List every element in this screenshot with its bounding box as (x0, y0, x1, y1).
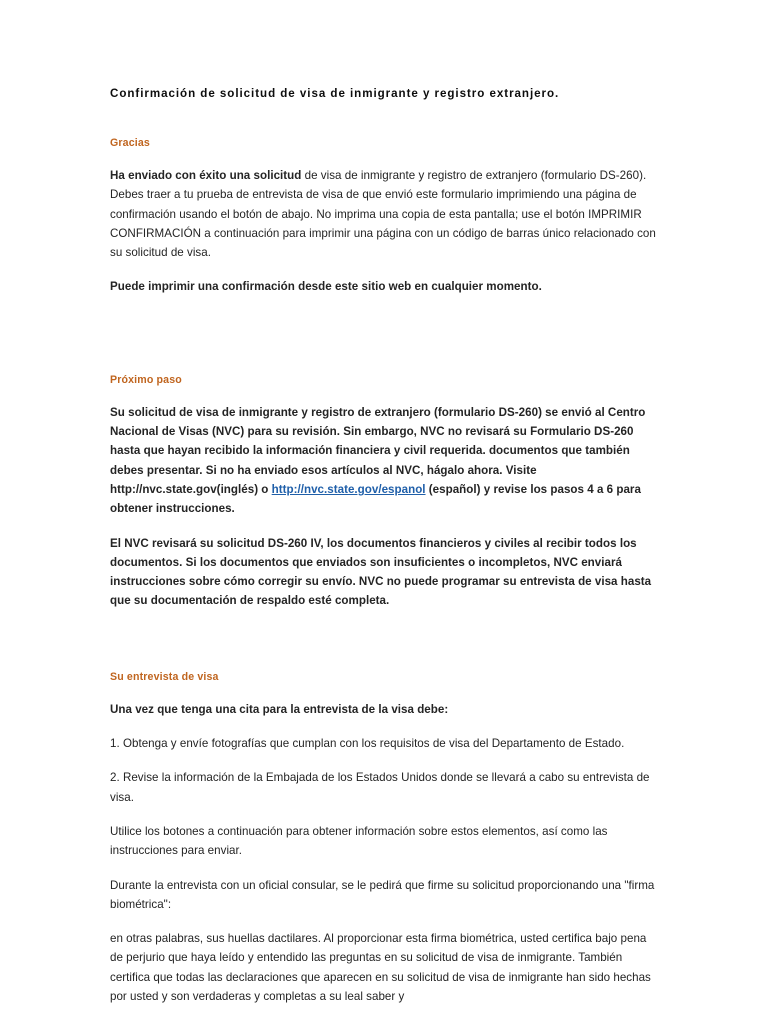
entrevista-paragraph-2: Durante la entrevista con un oficial consular, se le pedirá que firme su solicitud proporcionando una "firma biométrica": (110, 878, 655, 911)
gracias-paragraph-2: Puede imprimir una confirmación desde este sitio web en cualquier momento. (110, 280, 542, 294)
nvc-espanol-link[interactable]: http://nvc.state.gov/espanol (271, 482, 426, 496)
section-spacer-1 (110, 312, 658, 373)
entrevista-list-item-1: 1. Obtenga y envíe fotografías que cumplan con los requisitos de visa del Departamento de Estado. (110, 737, 625, 751)
gracias-paragraph-1-lead: Ha enviado con éxito una solicitud (110, 169, 302, 182)
gracias-paragraph-1 (110, 166, 658, 262)
section-heading-entrevista: Su entrevista de visa (110, 670, 219, 683)
proximo-paso-paragraph-1-after-link: (español) y revise los pasos 4 a 6 para obtener instrucciones. (110, 482, 641, 516)
proximo-paso-paragraph-2: El NVC revisará su solicitud DS-260 IV, los documentos financieros y civiles al recibir todos los documentos. Si los documentos que enviados son insuficientes o incompletos, NVC enviará instrucciones sobre cómo corregir su envío. NVC no puede programar su entrevista de visa hasta que su documentación de respaldo esté completa. (110, 536, 652, 608)
entrevista-list-item-2: 2. Revise la información de la Embajada de los Estados Unidos donde se llevará a cabo su entrevista de visa. (110, 771, 650, 804)
entrevista-intro: Una vez que tenga una cita para la entrevista de la visa debe: (110, 702, 449, 716)
page-title: Confirmación de solicitud de visa de inmigrante y registro extranjero. (110, 87, 560, 100)
section-heading-gracias: Gracias (110, 137, 150, 149)
section-heading-proximo-paso: Próximo paso (110, 373, 182, 386)
proximo-paso-paragraph-1 (110, 403, 658, 519)
gracias-paragraph-1-rest: de visa de inmigrante y registro de extranjero (formulario DS-260). Debes traer a tu prueba de entrevista de visa de que envió este formulario imprimiendo una página de confirmación usando el botón de abajo. No imprima una copia de esta pantalla; use el botón IMPRIMIR CONFIRMACIÓN a continuación para imprimir una página con un código de barras único relacionado con su solicitud de visa. (110, 169, 656, 260)
section-spacer-2 (110, 626, 658, 670)
entrevista-paragraph-1: Utilice los botones a continuación para obtener información sobre estos elementos, así como las instrucciones para enviar. (110, 824, 608, 858)
document-body (110, 86, 658, 1020)
entrevista-paragraph-3: en otras palabras, sus huellas dactilares. Al proporcionar esta firma biométrica, usted certifica bajo pena de perjurio que haya leído y entendido las preguntas en su solicitud de visa de inmigrante. También certifica que todas las declaraciones que aparecen en su solicitud de visa de inmigrante han sido hechas por usted y son verdaderas y completas a su leal saber y (110, 932, 651, 1004)
proximo-paso-paragraph-1-before-link: Su solicitud de visa de inmigrante y registro de extranjero (formulario DS-260) se envió al Centro Nacional de Visas (NVC) para su revisión. Sin embargo, NVC no revisará su Formulario DS-260 hasta que hayan recibido la información financiera y civil requerida. documentos que también debes presentar. Si no ha enviado esos artículos al NVC, hágalo ahora. Visite http://nvc.state.gov(inglés) o (110, 405, 646, 496)
